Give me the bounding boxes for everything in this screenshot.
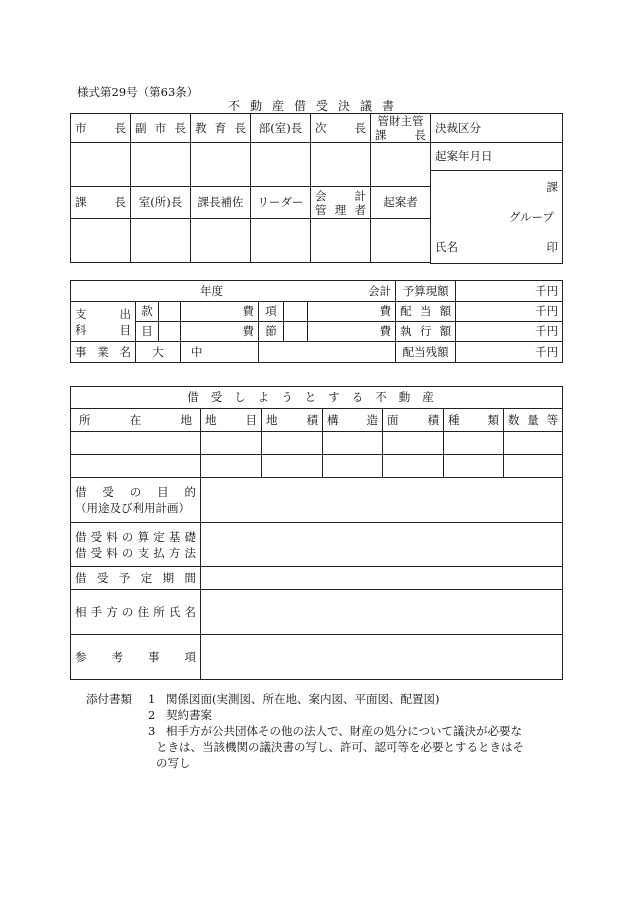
remaining-label: 配当残額 <box>396 342 456 363</box>
approval-table <box>70 113 563 264</box>
execution-label: 執行額 <box>396 322 456 342</box>
property-table <box>70 386 563 680</box>
seal-mark: 印 <box>546 239 558 254</box>
attachment-num-1: 1 <box>148 692 156 706</box>
col-area: 面積 <box>383 409 444 432</box>
attachments-label: 添付書類 <box>86 692 132 706</box>
setsu-hi: 費 <box>308 322 396 342</box>
project-chu-cell[interactable] <box>181 342 259 363</box>
seal-deputy[interactable] <box>311 143 371 187</box>
kan-label: 款 <box>136 302 159 322</box>
name-row <box>431 232 562 262</box>
period-label: 借受予定期間 <box>71 567 201 590</box>
seal-education[interactable] <box>191 143 251 187</box>
col-land-area: 地積 <box>262 409 323 432</box>
header-assistant: 課長補佐 <box>191 187 251 219</box>
seal-vice-mayor[interactable] <box>131 143 191 187</box>
fee-line2: 借受料の支払方法 <box>75 545 196 560</box>
shishutsu-line2: 科 目 <box>75 322 131 337</box>
seal-office-chief[interactable] <box>131 219 191 263</box>
row2-land-category[interactable] <box>201 455 262 478</box>
project-name-field[interactable] <box>259 342 396 363</box>
header-leader: リーダー <box>251 187 311 219</box>
budget-current-label: 予算現額 <box>396 281 456 302</box>
setsu-label: 節 <box>259 322 284 342</box>
attachment-text-2: 契約書案 <box>166 708 212 722</box>
attachment-text-1: 関係図面(実測図、所在地、案内図、平面図、配置図) <box>166 692 440 706</box>
expenditure-category <box>71 302 136 342</box>
kou-field[interactable] <box>284 302 308 322</box>
seal-kanzai[interactable] <box>371 143 431 187</box>
group-label: グループ <box>508 209 554 224</box>
allocation-label: 配当額 <box>396 302 456 322</box>
header-education: 教育長 <box>191 114 251 143</box>
header-section-chief: 課 長 <box>71 187 131 219</box>
account-label: 会計 <box>368 283 392 298</box>
row1-structure[interactable] <box>323 432 383 455</box>
row1-location[interactable] <box>71 432 201 455</box>
col-quantity: 数量等 <box>504 409 563 432</box>
row1-land-area[interactable] <box>262 432 323 455</box>
kian-date-label: 起案年月日 <box>431 143 563 171</box>
col-land-category: 地目 <box>201 409 262 432</box>
seal-assistant[interactable] <box>191 219 251 263</box>
attachment-item-3 <box>148 723 546 739</box>
kan-field[interactable] <box>159 302 181 322</box>
purpose-line1: 借受の目的 <box>75 485 196 499</box>
setsu-field[interactable] <box>284 322 308 342</box>
document-title: 不動産借受決議書 <box>227 99 404 113</box>
header-mayor: 市 長 <box>71 114 131 143</box>
form-number: 様式第29号（第63条） <box>77 85 199 99</box>
header-accounting <box>311 187 371 219</box>
property-heading: 借受しようとする不動産 <box>71 387 563 409</box>
allocation-value[interactable]: 千円 <box>456 302 563 322</box>
kaikei-line2: 管理者 <box>315 202 366 217</box>
purpose-field[interactable] <box>201 478 563 523</box>
fiscal-year-row <box>71 281 396 302</box>
fee-field[interactable] <box>201 523 563 567</box>
moku-field[interactable] <box>159 322 181 342</box>
kan-hi: 費 <box>181 302 259 322</box>
header-office-chief: 室(所)長 <box>131 187 191 219</box>
col-structure: 構造 <box>323 409 383 432</box>
seal-section-chief[interactable] <box>71 219 131 263</box>
party-field[interactable] <box>201 590 563 635</box>
attachment-item-1 <box>148 691 546 707</box>
fee-line1: 借受料の算定基礎 <box>75 529 196 544</box>
project-chu-label: 中 <box>191 344 203 359</box>
row2-area[interactable] <box>383 455 444 478</box>
attachment-num-2: 2 <box>148 708 156 722</box>
seal-drafter[interactable] <box>371 219 431 263</box>
row2-land-area[interactable] <box>262 455 323 478</box>
header-deputy: 次 長 <box>311 114 371 143</box>
header-vice-mayor: 副市長 <box>131 114 191 143</box>
drafter-inner <box>431 172 562 262</box>
shishutsu-line1: 支 出 <box>75 306 131 321</box>
attachment-item-2 <box>148 707 546 723</box>
row2-location[interactable] <box>71 455 201 478</box>
attachment-num-3: 3 <box>148 724 156 738</box>
row1-land-category[interactable] <box>201 432 262 455</box>
seal-leader[interactable] <box>251 219 311 263</box>
seal-accounting[interactable] <box>311 219 371 263</box>
row2-quantity[interactable] <box>504 455 563 478</box>
remarks-field[interactable] <box>201 635 563 680</box>
kou-label: 項 <box>259 302 284 322</box>
kanzai-line1: 管財主管 <box>377 114 424 128</box>
attachment-item-3-cont2: の写し <box>156 756 191 770</box>
attachment-text-3: 相手方が公共団体その他の法人で、財産の処分について議決が必要な <box>166 724 523 738</box>
row2-structure[interactable] <box>323 455 383 478</box>
row1-quantity[interactable] <box>504 432 563 455</box>
seal-mayor[interactable] <box>71 143 131 187</box>
row2-type[interactable] <box>444 455 504 478</box>
col-type: 種類 <box>444 409 504 432</box>
execution-value[interactable]: 千円 <box>456 322 563 342</box>
remarks-label: 参考事項 <box>71 635 201 680</box>
row1-area[interactable] <box>383 432 444 455</box>
col-location: 所在地 <box>71 409 201 432</box>
moku-hi: 費 <box>181 322 259 342</box>
moku-label: 目 <box>136 322 159 342</box>
kessai-label: 決裁区分 <box>431 114 563 143</box>
party-label: 相手方の住所氏名 <box>71 590 201 635</box>
attachment-item-3-cont1: ときは、当該機関の議決書の写し、許可、認可等を必要とするときはそ <box>156 740 524 754</box>
kou-hi: 費 <box>308 302 396 322</box>
seal-department[interactable] <box>251 143 311 187</box>
row1-type[interactable] <box>444 432 504 455</box>
budget-current-value[interactable]: 千円 <box>456 281 563 302</box>
header-drafter: 起案者 <box>371 187 431 219</box>
ka-label: 課 <box>546 179 558 194</box>
header-kanzai <box>371 114 431 143</box>
kaikei-line1: 会 計 <box>315 188 366 203</box>
remaining-value[interactable]: 千円 <box>456 342 563 363</box>
kanzai-line2: 課 長 <box>375 128 426 142</box>
purpose-line2: （用途及び利用計画） <box>75 501 190 515</box>
name-label: 氏名 <box>435 239 458 254</box>
fee-label <box>71 523 201 567</box>
drafter-section[interactable] <box>431 171 563 264</box>
project-name-label: 事業名 <box>71 342 136 363</box>
header-department: 部(室)長 <box>251 114 311 143</box>
purpose-label <box>71 478 201 523</box>
project-dai-label: 大 <box>136 342 181 363</box>
budget-table <box>70 280 563 363</box>
period-field[interactable] <box>201 567 563 590</box>
fiscal-year-label: 年度 <box>200 283 223 298</box>
